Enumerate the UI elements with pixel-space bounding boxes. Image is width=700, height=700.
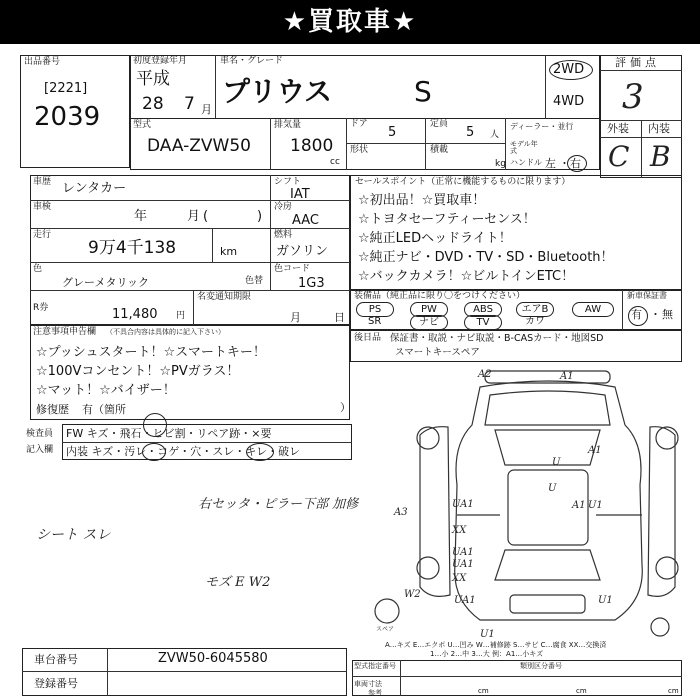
equipment-label: 装備品（純正品に限り〇をつけください） xyxy=(354,291,526,301)
damage-mark: U1 xyxy=(480,629,495,640)
damage-mark: A1 xyxy=(560,371,574,382)
load-label: 積載 xyxy=(430,145,449,155)
displacement-unit: cc xyxy=(330,157,340,167)
color-value: グレーメタリック xyxy=(62,276,150,289)
remarks-label: 注意事項申告欄 xyxy=(33,327,97,337)
inspector-label2: 記入欄 xyxy=(26,445,54,455)
equipment-abs: ABS xyxy=(464,302,502,317)
damage-mark: XX xyxy=(452,525,467,536)
defect-circle xyxy=(142,443,166,461)
damage-mark: UA1 xyxy=(452,547,474,558)
sales-item: ☆純正ナビ・DVD・TV・SD・Bluetooth！ xyxy=(358,250,614,265)
lot-label: 出品番号 xyxy=(24,57,61,67)
damage-mark: U1 xyxy=(598,595,613,606)
car-name-label: 車名・グレード xyxy=(220,56,284,66)
shift-value: IAT xyxy=(290,187,310,202)
defect-circle xyxy=(143,413,167,437)
remarks-line: ☆マット！☆バイザー！ xyxy=(36,383,176,398)
rating-interior: B xyxy=(650,140,671,173)
history-value: レンタカー xyxy=(62,181,127,196)
repair-label: 修復歴 xyxy=(36,403,69,416)
inspection-paren-close: ) xyxy=(257,209,263,224)
color-label: 色 xyxy=(33,264,43,274)
warranty-label: 新車保証書 xyxy=(627,291,667,300)
color-replace-label: 色替 xyxy=(245,276,264,286)
inspection-paren-open: ( xyxy=(203,209,209,224)
handle-right: 右 xyxy=(570,157,581,170)
dimension-box xyxy=(352,660,682,696)
model-label: 型式 xyxy=(133,120,152,130)
inspector-label: 検査員 xyxy=(26,429,54,439)
capacity-label: 定員 xyxy=(430,119,449,129)
equipment-tv: TV xyxy=(464,315,502,330)
damage-mark: UA1 xyxy=(452,499,474,510)
handle-label: ハンドル xyxy=(510,158,542,167)
aircon-label: 冷房 xyxy=(274,202,293,212)
car-grade: S xyxy=(414,75,432,108)
bottom-label1: 型式指定番号 xyxy=(354,662,396,670)
spare-label: スペア xyxy=(376,626,395,633)
damage-mark: U xyxy=(552,457,561,468)
warranty-dot: ・ xyxy=(650,308,661,321)
handle-left: 左 xyxy=(545,157,556,170)
bottom-cm: cm xyxy=(668,687,679,695)
displacement-label: 排気量 xyxy=(274,120,302,130)
capacity-unit: 人 xyxy=(490,130,500,140)
fuel-label: 燃料 xyxy=(274,230,293,240)
model-value: DAA-ZVW50 xyxy=(147,136,252,156)
aircon-value: AAC xyxy=(292,213,319,228)
history-label: 車歴 xyxy=(33,177,52,187)
equipment-navi: ナビ xyxy=(410,315,448,330)
inspection-label: 車検 xyxy=(33,202,52,212)
dealer-label: ディーラー・並行 xyxy=(510,122,574,131)
rating-interior-label: 内装 xyxy=(648,122,670,135)
sales-item: ☆純正LEDヘッドライト！ xyxy=(358,231,512,246)
repair-close: ） xyxy=(340,401,351,414)
notice-day: 日 xyxy=(334,311,345,324)
capacity-value: 5 xyxy=(466,125,475,140)
bottom-ref: 参考 xyxy=(368,689,382,697)
bottom-cm: cm xyxy=(478,687,489,695)
damage-mark: U1 xyxy=(588,500,603,511)
doors-value: 5 xyxy=(388,125,397,140)
notice-month: 月 xyxy=(290,311,301,324)
color-code: 1G3 xyxy=(298,276,325,291)
remarks-line: ☆プッシュスタート！☆スマートキー！ xyxy=(36,345,266,360)
handwritten-pillar: 右セッタ・ピラー下部 加修 xyxy=(198,497,359,512)
equipment-pw: PW xyxy=(410,302,448,317)
rating-label: 評価点 xyxy=(615,56,660,69)
reg-number-label: 登録番号 xyxy=(34,677,78,690)
remarks-sublabel: （不具合内容は具体的に記入下さい） xyxy=(106,328,225,336)
rear-label: 後日品 xyxy=(354,333,382,343)
shift-label: シフト xyxy=(274,177,302,187)
handle-dot: ・ xyxy=(559,157,570,170)
mileage-unit: km xyxy=(220,245,238,258)
displacement-value: 1800 xyxy=(290,136,334,156)
drive-4wd: 4WD xyxy=(553,94,585,109)
model-year-label: モデル年式 xyxy=(510,140,538,155)
warranty-no: 無 xyxy=(662,308,673,321)
inspector-row2: 内装 キズ・汚レ・コゲ・穴・スレ・キレ・破レ xyxy=(66,445,301,458)
doors-label: ドア xyxy=(350,119,368,129)
handwritten-moz: モズ E W2 xyxy=(205,575,271,590)
damage-mark: A2 xyxy=(478,369,492,380)
registration-label: 初度登録年月 xyxy=(133,56,188,66)
chassis-value: ZVW50-6045580 xyxy=(158,651,268,666)
inspection-month: 月 xyxy=(187,209,201,224)
equipment-ps: PS xyxy=(356,302,394,317)
damage-mark: XX xyxy=(452,573,467,584)
car-name: プリウス xyxy=(222,75,333,108)
damage-mark: UA1 xyxy=(452,559,474,570)
mileage-label: 走行 xyxy=(33,230,52,240)
bottom-cm: cm xyxy=(576,687,587,695)
legend-row2: 1…小 2…中 3…大 例：A1…小キズ xyxy=(430,650,544,658)
damage-mark: A1 xyxy=(588,445,602,456)
lot-number: 2039 xyxy=(34,102,101,132)
registration-month-unit: 月 xyxy=(201,103,212,116)
lot-code: [2221] xyxy=(44,81,88,96)
equipment-leather: カワ xyxy=(525,316,545,327)
remarks-line: ☆100Vコンセント！☆PVガラス！ xyxy=(36,364,240,379)
damage-mark: A1 xyxy=(572,500,586,511)
rear-value: 保証書・取説・ナビ取説・B-CASカード・地図SD xyxy=(390,333,604,344)
load-unit: kg xyxy=(495,159,506,169)
shape-label: 形状 xyxy=(350,145,369,155)
damage-mark: W2 xyxy=(404,589,421,600)
notice-label: 名変通知期限 xyxy=(197,292,252,302)
warranty-yes: 有 xyxy=(631,308,642,321)
handwritten-seat: シート スレ xyxy=(36,527,111,543)
rating-exterior: C xyxy=(608,140,630,173)
color-code-label: 色コード xyxy=(274,264,311,274)
sales-item: ☆初出品！☆買取車！ xyxy=(358,193,486,208)
fuel-value: ガソリン xyxy=(276,244,329,259)
rear-value2: スマートキースペア xyxy=(395,347,480,358)
rating-score: 3 xyxy=(622,77,644,117)
inspector-row1: FW キズ・飛石・ヒビ割・リペア跡・×要 xyxy=(66,427,272,440)
mileage-value: 9万4千138 xyxy=(88,238,177,258)
chassis-label: 車台番号 xyxy=(34,653,78,666)
rating-exterior-label: 外装 xyxy=(607,122,629,135)
repair-value: 有（箇所 xyxy=(82,403,126,416)
recycle-value: 11,480 xyxy=(112,307,158,322)
sales-item: ☆バックカメラ！☆ビルトインETC！ xyxy=(358,269,575,284)
recycle-unit: 円 xyxy=(176,311,186,321)
damage-mark: UA1 xyxy=(454,595,476,606)
registration-era: 平成 xyxy=(136,69,170,89)
equipment-sr: SR xyxy=(368,316,382,327)
sales-item: ☆トヨタセーフティーセンス！ xyxy=(358,212,536,227)
bottom-label2: 類別区分番号 xyxy=(520,662,562,670)
page-title: ★買取車★ xyxy=(0,0,700,44)
defect-circle xyxy=(246,443,274,461)
registration-month: 7 xyxy=(184,94,195,114)
inspection-year: 年 xyxy=(134,209,148,224)
equipment-airbag: エアB xyxy=(516,302,554,317)
damage-mark: A3 xyxy=(394,507,408,518)
drive-2wd: 2WD xyxy=(553,62,585,77)
sales-label: セールスポイント（正常に機能するものに限ります） xyxy=(355,177,571,187)
bottom-row2-label: 車両寸法 xyxy=(354,680,382,688)
damage-mark: U xyxy=(548,483,557,494)
legend-row1: A…キズ E…エクボ U…凹み W…補修跡 S…サビ C…腐食 XX…交換済 xyxy=(385,641,607,649)
equipment-aw: AW xyxy=(572,302,614,317)
car-damage-diagram xyxy=(360,365,690,650)
recycle-label: R券 xyxy=(33,303,49,313)
registration-year: 28 xyxy=(142,94,164,114)
